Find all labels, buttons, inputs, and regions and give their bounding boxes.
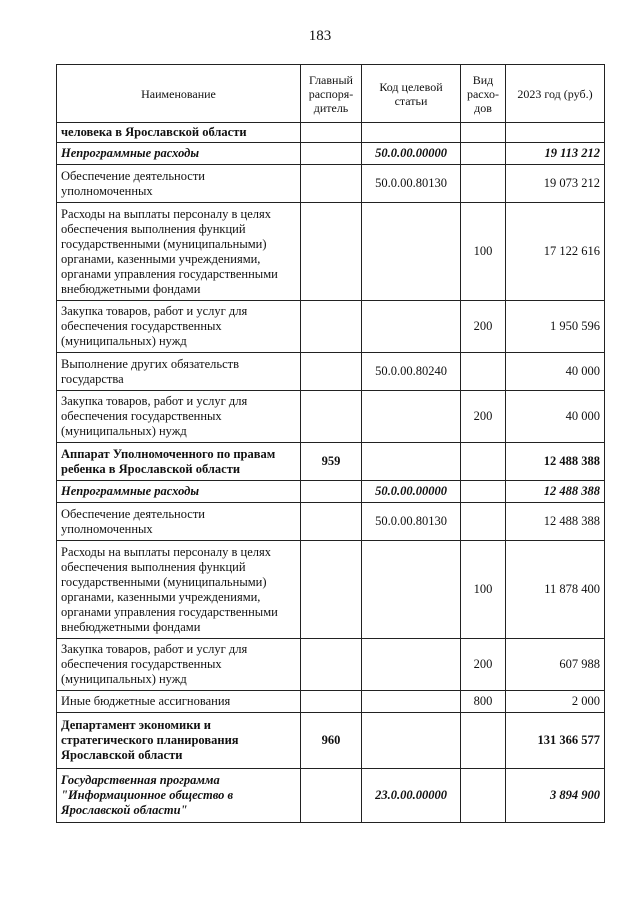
table-row — [57, 481, 605, 503]
row-amount-cell: 40 000 — [506, 391, 605, 443]
row-type-cell: 100 — [461, 541, 506, 639]
row-name-cell: Закупка товаров, работ и услуг для обеспечения государственных (муниципальных) нужд — [57, 301, 301, 353]
table-row — [57, 143, 605, 165]
row-amount-cell: 11 878 400 — [506, 541, 605, 639]
row-type-cell — [461, 713, 506, 769]
row-type-cell — [461, 143, 506, 165]
table-row — [57, 443, 605, 481]
row-name-cell: Расходы на выплаты персоналу в целях обеспечения выполнения функций государственными (муниципальными) органами, казенными учреждениями, органами управления государственными внебюджетными фондами — [57, 203, 301, 301]
row-manager-cell — [301, 143, 362, 165]
header-target-code: Код целевой статьи — [362, 65, 461, 123]
row-amount-cell: 131 366 577 — [506, 713, 605, 769]
row-amount-cell: 19 073 212 — [506, 165, 605, 203]
row-manager-cell — [301, 639, 362, 691]
row-name-cell: Обеспечение деятельности уполномоченных — [57, 503, 301, 541]
row-name-cell: Закупка товаров, работ и услуг для обеспечения государственных (муниципальных) нужд — [57, 639, 301, 691]
header-amount: 2023 год (руб.) — [506, 65, 605, 123]
row-manager-cell — [301, 391, 362, 443]
row-amount-cell — [506, 123, 605, 143]
row-name-cell: Иные бюджетные ассигнования — [57, 691, 301, 713]
row-name-cell: Департамент экономики и стратегического планирования Ярославской области — [57, 713, 301, 769]
row-manager-cell — [301, 353, 362, 391]
table-row — [57, 353, 605, 391]
row-code-cell: 50.0.00.80130 — [362, 165, 461, 203]
row-type-cell — [461, 165, 506, 203]
row-amount-cell: 12 488 388 — [506, 481, 605, 503]
row-name-cell: Непрограммные расходы — [57, 481, 301, 503]
row-type-cell: 200 — [461, 301, 506, 353]
table-header-row — [57, 65, 605, 123]
table-body — [57, 123, 605, 823]
row-code-cell — [362, 443, 461, 481]
header-name: Наименование — [57, 65, 301, 123]
row-amount-cell: 607 988 — [506, 639, 605, 691]
row-manager-cell — [301, 123, 362, 143]
row-code-cell: 50.0.00.80130 — [362, 503, 461, 541]
row-code-cell — [362, 541, 461, 639]
row-type-cell: 200 — [461, 391, 506, 443]
table-row — [57, 503, 605, 541]
row-manager-cell — [301, 203, 362, 301]
table-row — [57, 713, 605, 769]
table-row — [57, 541, 605, 639]
row-type-cell — [461, 123, 506, 143]
row-amount-cell: 19 113 212 — [506, 143, 605, 165]
row-amount-cell: 40 000 — [506, 353, 605, 391]
row-amount-cell: 3 894 900 — [506, 769, 605, 823]
row-name-cell: Государственная программа "Информационное общество в Ярославской области" — [57, 769, 301, 823]
row-code-cell — [362, 391, 461, 443]
row-code-cell — [362, 301, 461, 353]
row-amount-cell: 12 488 388 — [506, 503, 605, 541]
row-code-cell — [362, 639, 461, 691]
row-type-cell — [461, 353, 506, 391]
row-manager-cell — [301, 165, 362, 203]
table-row — [57, 391, 605, 443]
table-row — [57, 123, 605, 143]
row-name-cell: Аппарат Уполномоченного по правам ребенка в Ярославской области — [57, 443, 301, 481]
row-name-cell: Расходы на выплаты персоналу в целях обеспечения выполнения функций государственными (муниципальными) органами, казенными учреждениями, органами управления государственными внебюджетными фондами — [57, 541, 301, 639]
row-name-cell: Непрограммные расходы — [57, 143, 301, 165]
row-manager-cell — [301, 503, 362, 541]
table-row — [57, 769, 605, 823]
row-code-cell: 23.0.00.00000 — [362, 769, 461, 823]
row-code-cell: 50.0.00.80240 — [362, 353, 461, 391]
header-expense-type: Вид расхо-дов — [461, 65, 506, 123]
row-amount-cell: 1 950 596 — [506, 301, 605, 353]
row-type-cell — [461, 503, 506, 541]
table-row — [57, 639, 605, 691]
row-manager-cell: 959 — [301, 443, 362, 481]
row-manager-cell: 960 — [301, 713, 362, 769]
budget-table — [56, 64, 605, 823]
row-name-cell: Выполнение других обязательств государства — [57, 353, 301, 391]
row-manager-cell — [301, 481, 362, 503]
row-manager-cell — [301, 301, 362, 353]
row-type-cell: 100 — [461, 203, 506, 301]
row-code-cell — [362, 203, 461, 301]
table-row — [57, 691, 605, 713]
row-code-cell — [362, 691, 461, 713]
row-manager-cell — [301, 691, 362, 713]
table-row — [57, 301, 605, 353]
row-code-cell — [362, 123, 461, 143]
row-type-cell — [461, 769, 506, 823]
row-code-cell: 50.0.00.00000 — [362, 143, 461, 165]
row-amount-cell: 2 000 — [506, 691, 605, 713]
row-type-cell: 800 — [461, 691, 506, 713]
row-amount-cell: 12 488 388 — [506, 443, 605, 481]
row-name-cell: Закупка товаров, работ и услуг для обеспечения государственных (муниципальных) нужд — [57, 391, 301, 443]
row-code-cell — [362, 713, 461, 769]
row-manager-cell — [301, 769, 362, 823]
row-amount-cell: 17 122 616 — [506, 203, 605, 301]
table-row — [57, 165, 605, 203]
table-row — [57, 203, 605, 301]
row-name-cell: Обеспечение деятельности уполномоченных — [57, 165, 301, 203]
row-manager-cell — [301, 541, 362, 639]
page-number: 183 — [308, 28, 332, 44]
header-manager: Главный распоря-дитель — [301, 65, 362, 123]
row-code-cell: 50.0.00.00000 — [362, 481, 461, 503]
row-type-cell — [461, 443, 506, 481]
row-name-cell: человека в Ярославской области — [57, 123, 301, 143]
row-type-cell — [461, 481, 506, 503]
row-type-cell: 200 — [461, 639, 506, 691]
